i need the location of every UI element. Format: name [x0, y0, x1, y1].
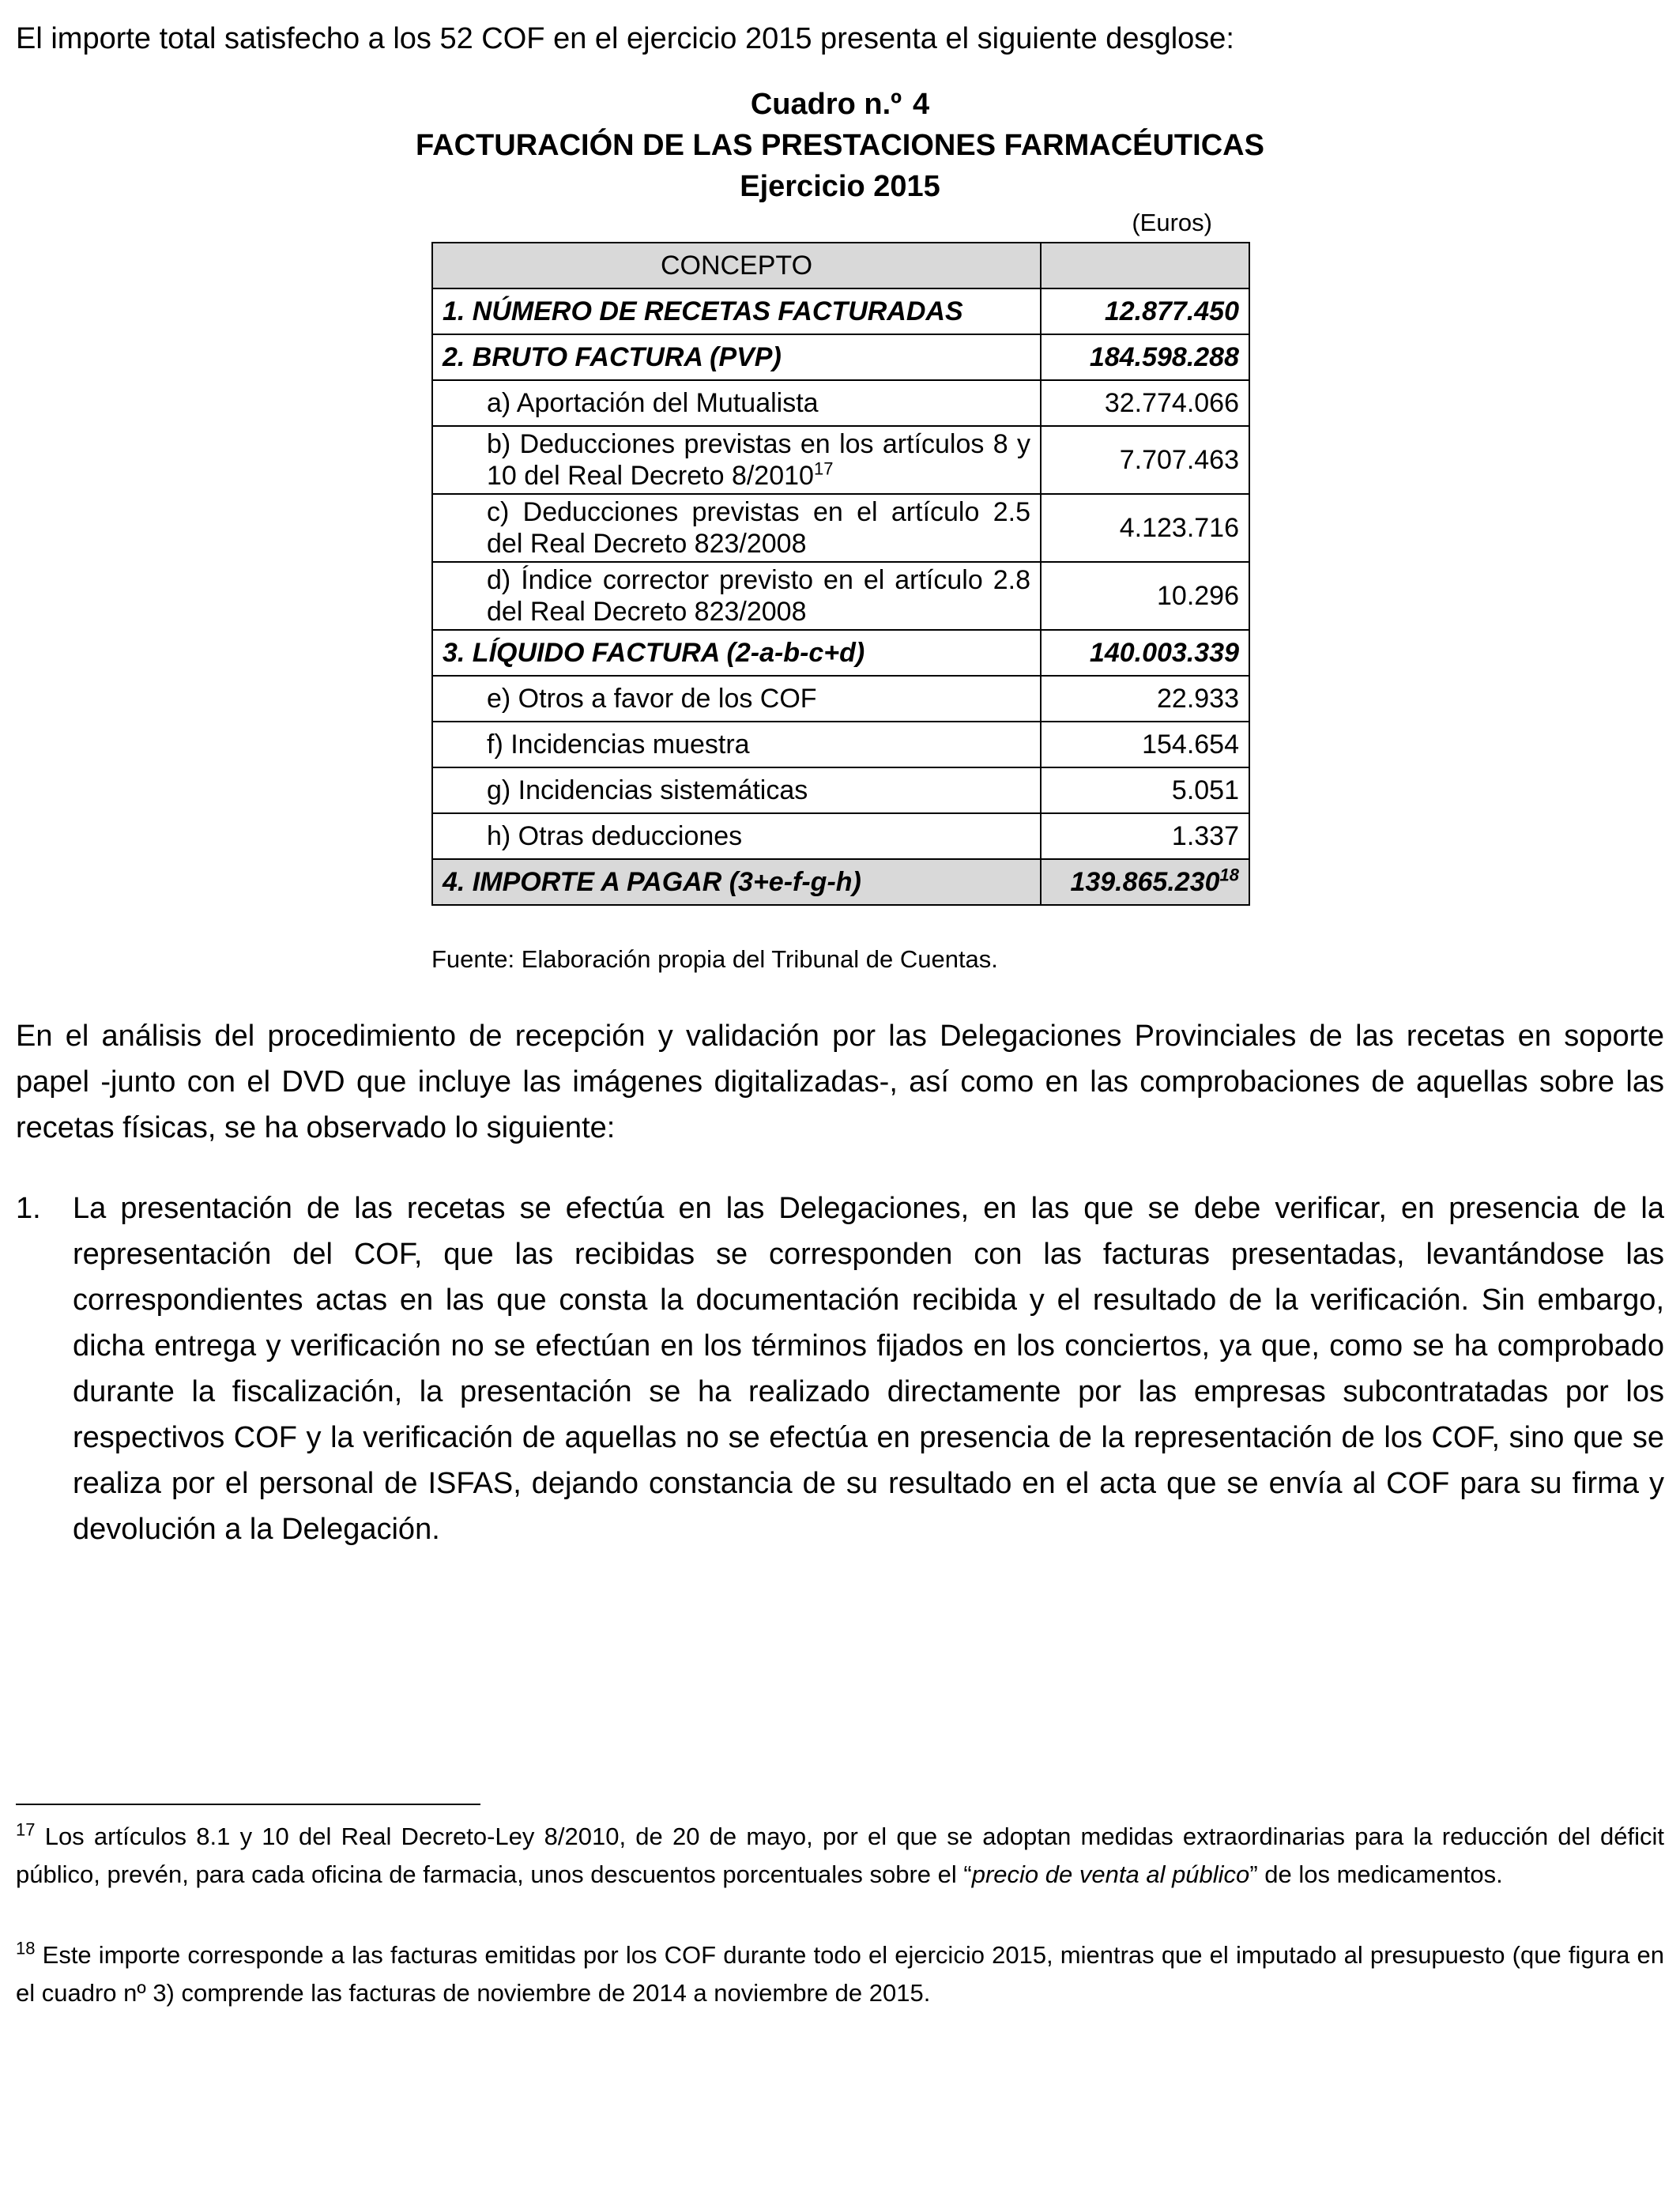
- billing-table: [431, 242, 1250, 906]
- row-value: 10.296: [1041, 562, 1249, 630]
- footnote-ref-17: 17: [813, 458, 834, 479]
- list-item-number: 1.: [16, 1192, 41, 1225]
- list-item: La presentación de las recetas se efectúa en las Delegaciones, en las que se debe verificar, en presencia de la representación del COF, que las recibidas se corresponden con las facturas presentadas, levantándose las correspondientes actas en las que consta la documentación recibida y el resultado de la verificación. Sin embargo, dicha entrega y verificación no se efectúan en los términos fijados en los conciertos, ya que, como se ha comprobado durante la fiscalización, la presentación se ha realizado directamente por las empresas subcontratadas por los respectivos COF y la verificación de aquellas no se efectúa en presencia de la representación de los COF, sino que se realiza por el personal de ISFAS, dejando constancia de su resultado en el acta que se envía al COF para su firma y devolución a la Delegación.: [73, 1192, 1664, 1546]
- row-concept: h) Otras deducciones: [432, 813, 1041, 859]
- body-paragraph: En el análisis del procedimiento de recepción y validación por las Delegaciones Provinciales de las recetas en soporte papel -junto con el DVD que incluye las imágenes digitalizadas-, así como en las comprobaciones de aquellas sobre las recetas físicas, se ha observado lo siguiente:: [16, 1020, 1664, 1144]
- row-concept: c) Deducciones previstas en el artículo 2.5 del Real Decreto 823/2008: [432, 494, 1041, 562]
- table-row: [432, 722, 1249, 767]
- row-concept: f) Incidencias muestra: [432, 722, 1041, 767]
- table-total-row: [432, 859, 1249, 905]
- table-row: [432, 676, 1249, 722]
- row-value: 4.123.716: [1041, 494, 1249, 562]
- table-title: FACTURACIÓN DE LAS PRESTACIONES FARMACÉUTICAS: [416, 129, 1264, 162]
- row-value: 12.877.450: [1041, 288, 1249, 334]
- row-concept: a) Aportación del Mutualista: [432, 380, 1041, 426]
- row-value: 7.707.463: [1041, 426, 1249, 494]
- row-concept: 4. IMPORTE A PAGAR (3+e-f-g-h): [432, 859, 1041, 905]
- table-row: [432, 494, 1249, 562]
- table-row: [432, 334, 1249, 380]
- table-number-label: Cuadro n.º: [750, 88, 902, 121]
- table-subtitle: Ejercicio 2015: [740, 170, 940, 203]
- table-row: [432, 380, 1249, 426]
- footnote-ref-18: 18: [1219, 865, 1239, 885]
- row-concept: 1. NÚMERO DE RECETAS FACTURADAS: [432, 288, 1041, 334]
- table-source: Fuente: Elaboración propia del Tribunal de Cuentas.: [431, 945, 998, 973]
- row-concept: g) Incidencias sistemáticas: [432, 767, 1041, 813]
- footnote-17: [16, 1818, 1664, 1894]
- row-concept: e) Otros a favor de los COF: [432, 676, 1041, 722]
- row-value: 154.654: [1041, 722, 1249, 767]
- footnote-text: Los artículos 8.1 y 10 del Real Decreto-Ley 8/2010, de 20 de mayo, por el que se adoptan medidas extraordinarias para la reducción del déficit público, prevén, para cada oficina de farmacia, unos descuentos porcentuales sobre el “: [16, 1823, 1664, 1888]
- row-value: [1041, 859, 1249, 905]
- table-row: [432, 813, 1249, 859]
- table-header-row: [432, 243, 1249, 288]
- row-value: 1.337: [1041, 813, 1249, 859]
- header-concept: CONCEPTO: [432, 243, 1041, 288]
- footnote-text: Este importe corresponde a las facturas emitidas por los COF durante todo el ejercicio 2015, mientras que el imputado al presupuesto (que figura en el cuadro nº 3) comprende las facturas de noviembre de 2014 a noviembre de 2015.: [16, 1941, 1665, 2007]
- intro-text: El importe total satisfecho a los 52 COF en el ejercicio 2015 presenta el siguiente desglose:: [16, 22, 1234, 55]
- table-row: [432, 426, 1249, 494]
- footnote-number: 18: [16, 1938, 36, 1958]
- footnote-emphasis: precio de venta al público: [971, 1860, 1250, 1888]
- row-value: 140.003.339: [1041, 630, 1249, 676]
- row-value: 5.051: [1041, 767, 1249, 813]
- header-value: [1041, 243, 1249, 288]
- row-value: 32.774.066: [1041, 380, 1249, 426]
- row-value-text: 139.865.230: [1070, 867, 1220, 897]
- footnote-separator: [16, 1804, 480, 1805]
- row-concept: d) Índice corrector previsto en el artículo 2.8 del Real Decreto 823/2008: [432, 562, 1041, 630]
- row-value: 184.598.288: [1041, 334, 1249, 380]
- footnote-18: [16, 1936, 1664, 2012]
- table-row: [432, 562, 1249, 630]
- table-number-value: 4: [913, 88, 930, 121]
- row-value: 22.933: [1041, 676, 1249, 722]
- table-number: [0, 85, 1680, 123]
- row-concept: [432, 426, 1041, 494]
- footnote-text-end: ” de los medicamentos.: [1249, 1860, 1503, 1888]
- row-concept: 3. LÍQUIDO FACTURA (2-a-b-c+d): [432, 630, 1041, 676]
- footnote-number: 17: [16, 1819, 36, 1840]
- units-label: (Euros): [1132, 209, 1212, 236]
- row-concept-text: b) Deducciones previstas en los artículos 8 y 10 del Real Decreto 8/2010: [487, 429, 1030, 491]
- table-row: [432, 288, 1249, 334]
- table-row: [432, 767, 1249, 813]
- row-concept: 2. BRUTO FACTURA (PVP): [432, 334, 1041, 380]
- numbered-list: [16, 1186, 1664, 1552]
- table-row: [432, 630, 1249, 676]
